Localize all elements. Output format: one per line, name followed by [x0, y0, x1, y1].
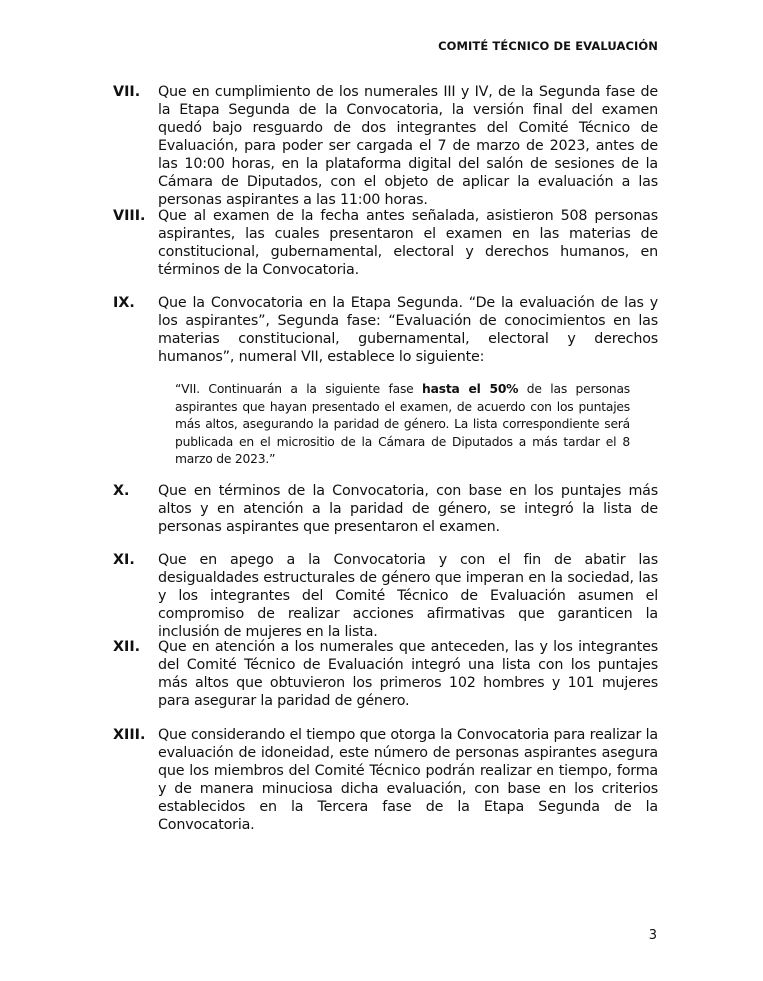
numbered-paragraph-xi	[113, 551, 658, 641]
paragraph-number: VIII.	[113, 208, 146, 224]
paragraph-number: X.	[113, 483, 130, 499]
paragraph-text: Que en cumplimiento de los numerales III y IV, de la Segunda fase de la Etapa Segunda de la Convocatoria, la versión final del examen quedó bajo resguardo de dos integrantes del Comité Técnico de Evaluación, para poder ser cargada el 7 de marzo de 2023, antes de las 10:00 horas, en la plataforma digital del salón de sesiones de la Cámara de Diputados, con el objeto de aplicar la evaluación a las personas aspirantes a las 11:00 horas.	[158, 84, 658, 208]
numbered-paragraph-xiii	[113, 726, 658, 834]
document-header: COMITÉ TÉCNICO DE EVALUACIÓN	[438, 39, 658, 53]
numbered-paragraph-xii	[113, 638, 658, 710]
quote-text-end: de las personas aspirantes que hayan presentado el examen, de acuerdo con los puntajes más altos, asegurando la paridad de género. La lista correspondiente será publicada en el micrositio de la Cámara de Diputados a más tardar el 8 marzo de 2023.”	[175, 382, 631, 466]
paragraph-number: XI.	[113, 552, 135, 568]
paragraph-text: Que en términos de la Convocatoria, con base en los puntajes más altos y en atención a la paridad de género, se integró la lista de personas aspirantes que presentaron el examen.	[158, 483, 658, 535]
paragraph-number: VII.	[113, 84, 141, 100]
paragraph-number: XIII.	[113, 727, 146, 743]
paragraph-text: Que considerando el tiempo que otorga la Convocatoria para realizar la evaluación de idoneidad, este número de personas aspirantes asegura que los miembros del Comité Técnico podrán realizar en tiempo, forma y de manera minuciosa dicha evaluación, con base en los criterios establecidos en la Tercera fase de la Etapa Segunda de la Convocatoria.	[158, 727, 658, 833]
quote-text-start: “VII. Continuarán a la siguiente fase	[175, 382, 423, 396]
paragraph-text: Que al examen de la fecha antes señalada, asistieron 508 personas aspirantes, las cuales presentaron el examen en las materias de constitucional, gubernamental, electoral y derechos humanos, en términos de la Convocatoria.	[158, 208, 658, 278]
page-number: 3	[648, 928, 657, 943]
paragraph-text: Que en atención a los numerales que anteceden, las y los integrantes del Comité Técnico de Evaluación integró una lista con los puntajes más altos que obtuvieron los primeros 102 hombres y 101 mujeres para asegurar la paridad de género.	[158, 639, 658, 709]
numbered-paragraph-vii	[113, 83, 658, 209]
paragraph-text: Que en apego a la Convocatoria y con el fin de abatir las desigualdades estructurales de género que imperan en la sociedad, las y los integrantes del Comité Técnico de Evaluación asumen el compromiso de realizar acciones afirmativas que garanticen la inclusión de mujeres en la lista.	[158, 552, 658, 640]
numbered-paragraph-ix	[113, 294, 658, 366]
quote-bold-text: hasta el 50%	[422, 382, 519, 396]
paragraph-number: XII.	[113, 639, 141, 655]
paragraph-number: IX.	[113, 295, 135, 311]
numbered-paragraph-viii	[113, 207, 658, 279]
numbered-paragraph-x	[113, 482, 658, 536]
paragraph-text: Que la Convocatoria en la Etapa Segunda. “De la evaluación de las y los aspirantes”, Segunda fase: “Evaluación de conocimientos en las materias constitucional, gubernamental, electoral y derechos humanos”, numeral VII, establece lo siguiente:	[158, 295, 658, 365]
block-quote	[175, 381, 630, 469]
